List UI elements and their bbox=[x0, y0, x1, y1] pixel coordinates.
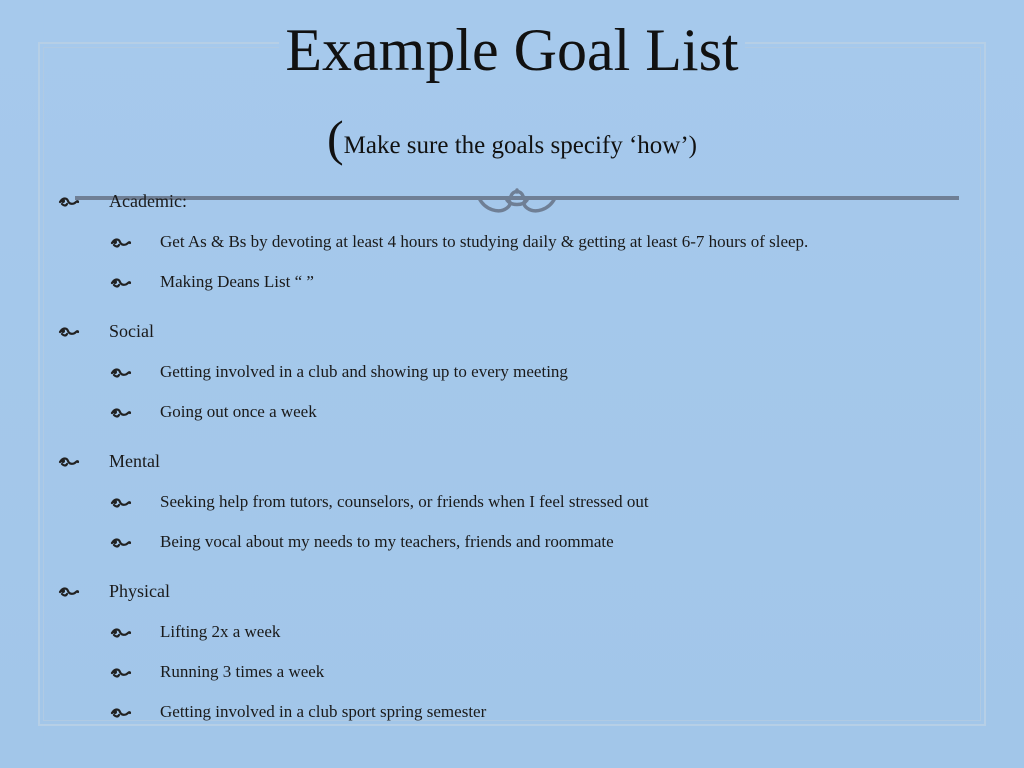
subitem-text: Being vocal about my needs to my teachers, friends and roommate bbox=[160, 532, 614, 551]
slide-title bbox=[0, 14, 1024, 86]
fleuron-bullet-icon bbox=[110, 622, 132, 644]
fleuron-bullet-icon bbox=[58, 191, 80, 213]
fleuron-bullet-icon bbox=[58, 321, 80, 343]
fleuron-bullet-icon bbox=[110, 402, 132, 424]
section-label: Physical bbox=[109, 581, 170, 601]
fleuron-bullet-icon bbox=[110, 532, 132, 554]
subtitle-text: Make sure the goals specify ‘how’) bbox=[343, 132, 697, 159]
section-label: Academic: bbox=[109, 191, 187, 211]
subitem-text: Lifting 2x a week bbox=[160, 622, 281, 641]
fleuron-bullet-icon bbox=[58, 581, 80, 603]
section-label: Mental bbox=[109, 451, 160, 471]
fleuron-bullet-icon bbox=[110, 492, 132, 514]
subitem-text: Getting involved in a club and showing up to every meeting bbox=[160, 362, 568, 381]
fleuron-bullet-icon bbox=[110, 702, 132, 724]
fleuron-bullet-icon bbox=[58, 451, 80, 473]
subitem-text: Get As & Bs by devoting at least 4 hours to studying daily & getting at least 6-7 hours of sleep. bbox=[160, 232, 809, 251]
subtitle-open-paren: ( bbox=[326, 110, 344, 166]
slide-subtitle bbox=[0, 108, 1024, 176]
slide-title-text: Example Goal List bbox=[279, 17, 744, 83]
fleuron-bullet-icon bbox=[110, 662, 132, 684]
subitem-text: Getting involved in a club sport spring semester bbox=[160, 702, 487, 721]
ornamental-divider-icon bbox=[75, 186, 959, 220]
subitem-text: Going out once a week bbox=[160, 402, 317, 421]
fleuron-bullet-icon bbox=[110, 272, 132, 294]
section-label: Social bbox=[109, 321, 154, 341]
fleuron-bullet-icon bbox=[110, 362, 132, 384]
subitem-text: Making Deans List “ ” bbox=[160, 272, 314, 291]
subitem-text: Seeking help from tutors, counselors, or friends when I feel stressed out bbox=[160, 492, 649, 511]
subitem-text: Running 3 times a week bbox=[160, 662, 325, 681]
fleuron-bullet-icon bbox=[110, 232, 132, 254]
